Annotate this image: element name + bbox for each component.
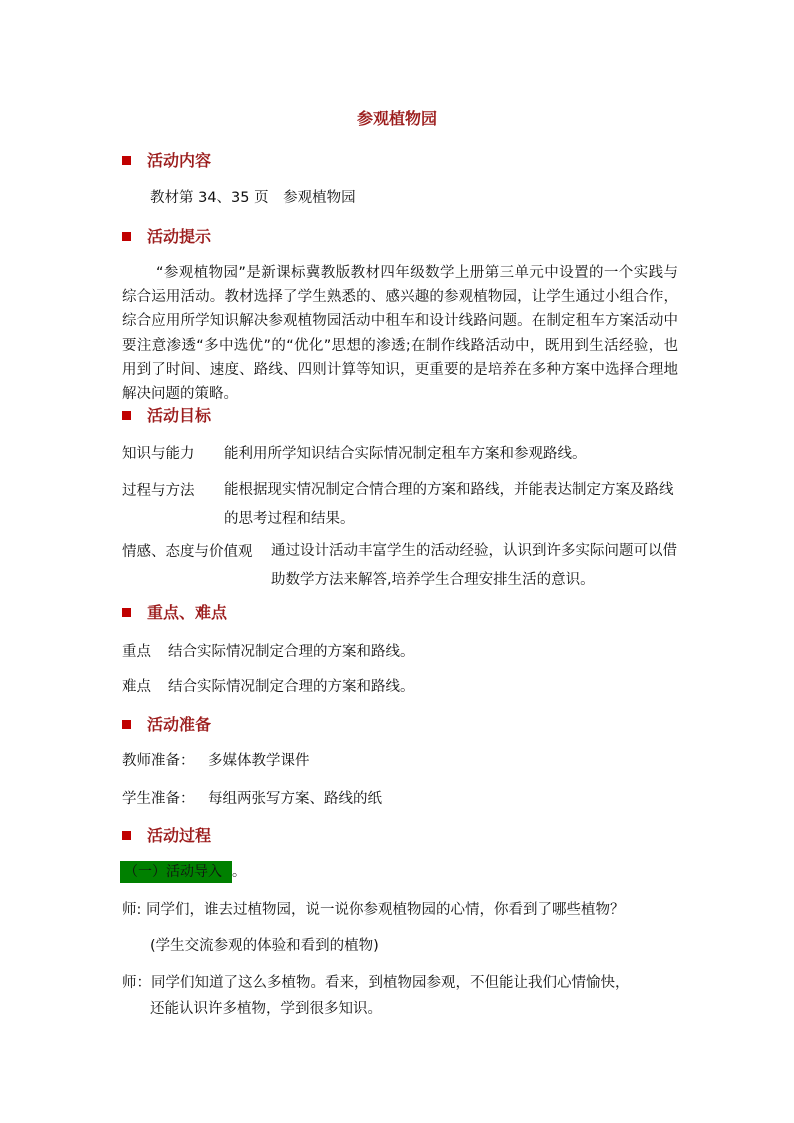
square-bullet-icon xyxy=(122,831,131,840)
square-bullet-icon xyxy=(122,156,131,165)
dialog-line-2: (学生交流参观的体验和看到的植物) xyxy=(150,938,379,954)
square-bullet-icon xyxy=(122,608,131,617)
heading-process: 活动过程 xyxy=(122,825,211,847)
content-line: 教材第 34、35 页 参观植物园 xyxy=(150,190,356,206)
goal-text-process: 能根据现实情况制定合情合理的方案和路线，并能表达制定方案及路线的思考过程和结果。 xyxy=(224,482,674,527)
heading-content: 活动内容 xyxy=(122,150,211,172)
square-bullet-icon xyxy=(122,720,131,729)
step-one-period: 。 xyxy=(232,864,246,880)
heading-goals: 活动目标 xyxy=(122,405,211,427)
dialog-line-4: 还能认识许多植物，学到很多知识。 xyxy=(150,1001,382,1017)
difficulty-text: 结合实际情况制定合理的方案和路线。 xyxy=(168,679,415,695)
dialog-line-3: 师：同学们知道了这么多植物。看来，到植物园参观，不但能让我们心情愉快， xyxy=(122,975,630,991)
square-bullet-icon xyxy=(122,411,131,420)
difficulty-label: 难点 xyxy=(122,679,151,695)
key-label: 重点 xyxy=(122,644,151,660)
step-one-highlight: （一）活动导入 xyxy=(120,861,232,883)
heading-prep: 活动准备 xyxy=(122,714,211,736)
goal-label-emotion: 情感、态度与价值观 xyxy=(122,544,253,560)
teacher-prep-label: 教师准备： xyxy=(122,753,195,769)
square-bullet-icon xyxy=(122,232,131,241)
document-title: 参观植物园 xyxy=(356,109,437,128)
teacher-prep-text: 多媒体教学课件 xyxy=(208,753,310,769)
goal-label-process: 过程与方法 xyxy=(122,483,195,499)
goal-text-knowledge: 能利用所学知识结合实际情况制定租车方案和参观路线。 xyxy=(224,446,587,462)
goal-text-emotion: 通过设计活动丰富学生的活动经验，认识到许多实际问题可以借助数学方法来解答,培养学生合理安排生活的意识。 xyxy=(271,543,677,588)
goal-label-knowledge: 知识与能力 xyxy=(122,446,195,462)
dialog-line-1: 师: 同学们，谁去过植物园，说一说你参观植物园的心情，你看到了哪些植物？ xyxy=(122,902,625,918)
student-prep-text: 每组两张写方案、路线的纸 xyxy=(208,791,382,807)
student-prep-label: 学生准备： xyxy=(122,791,195,807)
heading-hints: 活动提示 xyxy=(122,226,211,248)
key-text: 结合实际情况制定合理的方案和路线。 xyxy=(168,644,415,660)
hints-paragraph: “参观植物园”是新课标冀教版教材四年级数学上册第三单元中设置的一个实践与综合运用活动。教材选择了学生熟悉的、感兴趣的参观植物园，让学生通过小组合作，综合应用所学知识解决参观植物园活动中租车和设计线路问题。在制定租车方案活动中要注意渗透“多中选优”的“优化”思想的渗透;在制作线路活动中，既用到生活经验，也用到了时间、速度、路线、四则计算等知识，更重要的是培养在多种方案中选择合理地解决问题的策略。 xyxy=(122,265,678,403)
heading-keys: 重点、难点 xyxy=(122,602,227,624)
